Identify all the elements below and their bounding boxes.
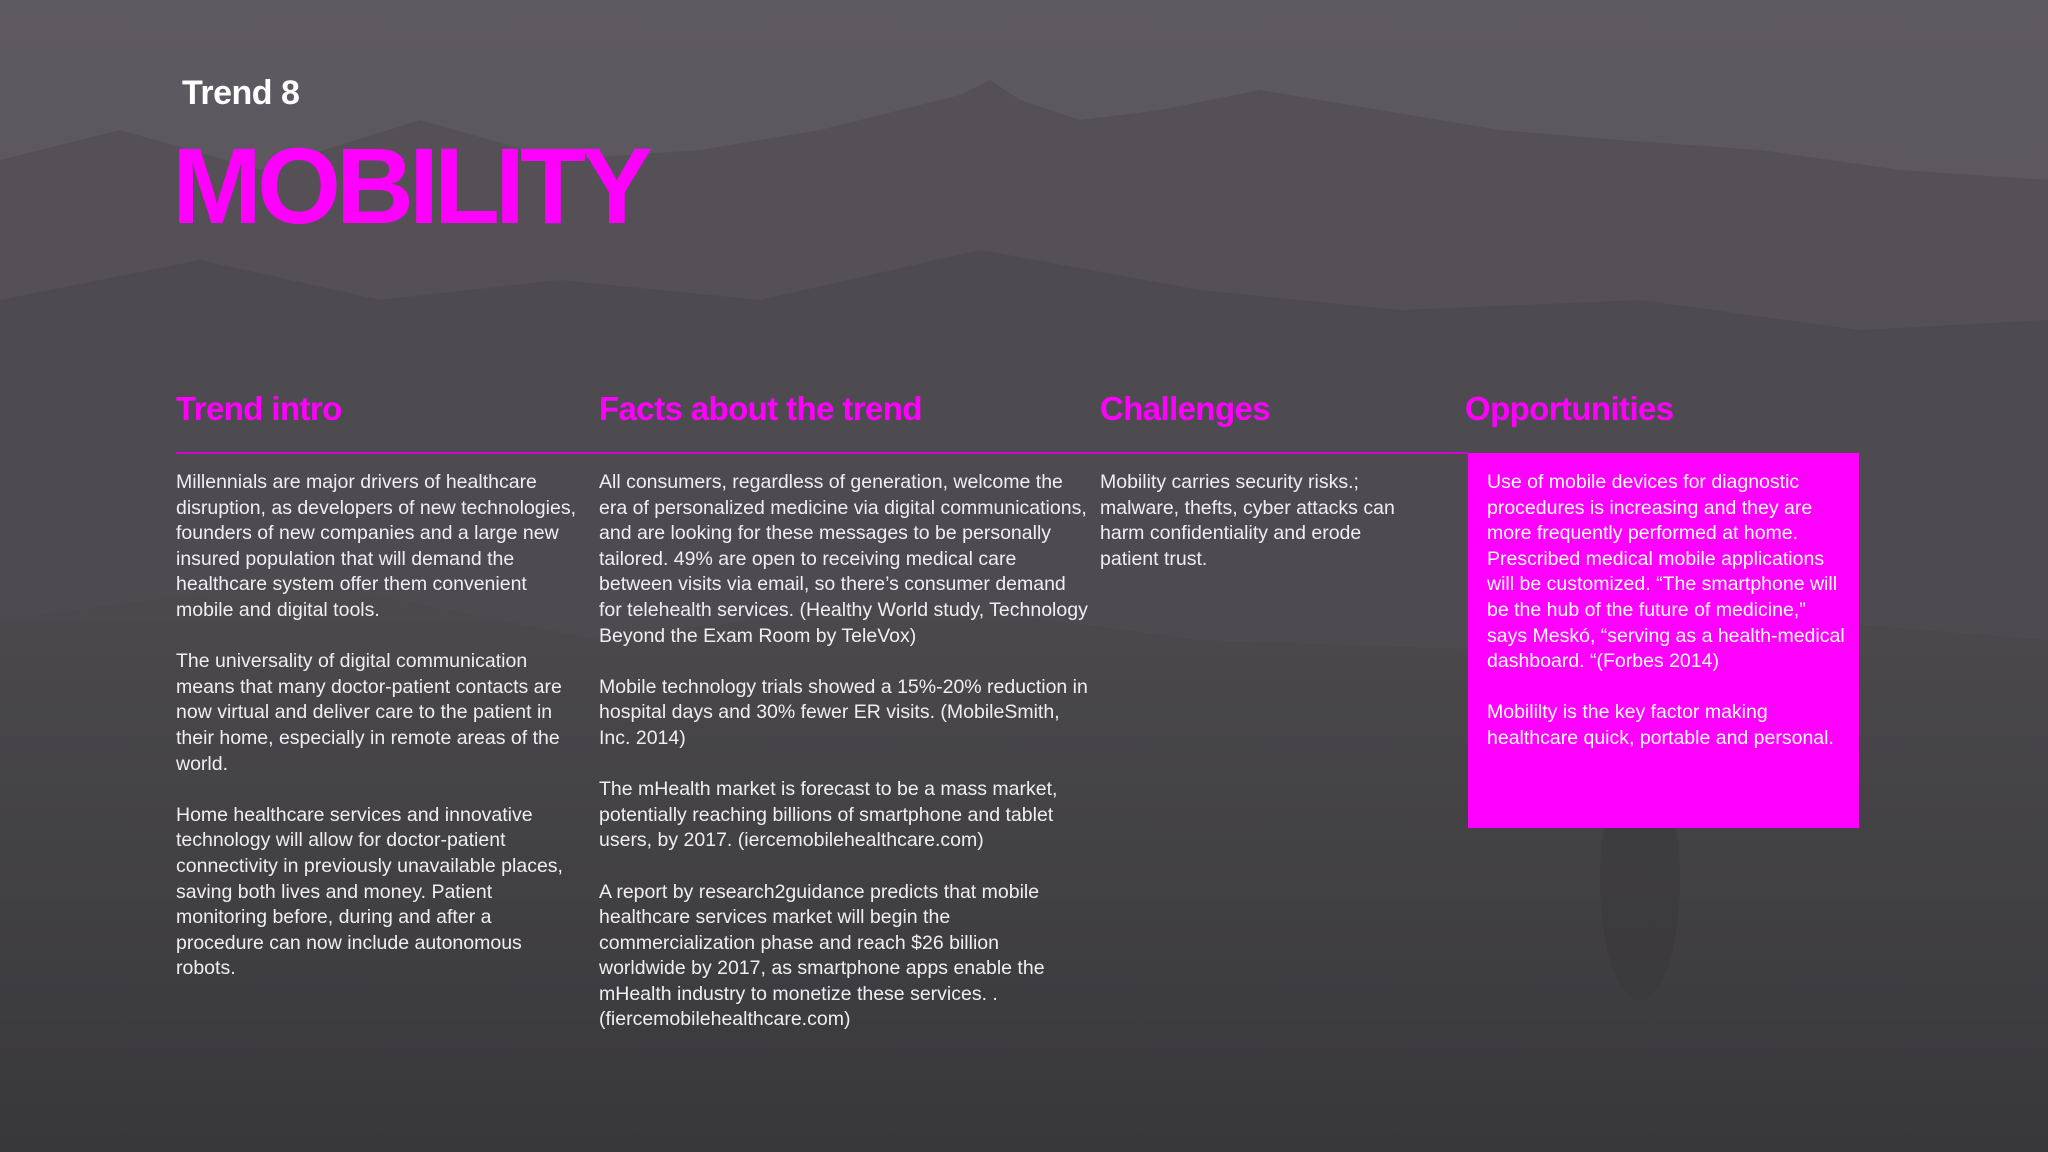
facts-text (599, 470, 1089, 1059)
opportunities-paragraph: Mobililty is the key factor making healthcare quick, portable and personal. (1487, 701, 1834, 749)
opportunities-paragraph: Use of mobile devices for diagnostic procedures is increasing and they are more frequently performed at home. Prescribed medical mobile applications will be customized. “The smartphone will be the hub of the future of medicine,” says Meskó, “serving as a health-medical dashboard. “(Forbes 2014) (1487, 471, 1845, 673)
facts-paragraph: A report by research2guidance predicts that mobile healthcare services market will begin the commercialization phase and reach $26 billion worldwide by 2017, as smartphone apps enable the mHealth industry to monetize these services. . (fiercemobilehealthcare.com) (599, 880, 1045, 1031)
challenges-text (1100, 470, 1420, 598)
trend-intro-text (176, 470, 576, 1007)
opportunities-text (1487, 470, 1849, 777)
intro-paragraph: The universality of digital communication means that many doctor-patient contacts are now virtual and deliver care to the patient in their home, especially in remote areas of the world. (176, 650, 562, 775)
heading-challenges: Challenges (1100, 390, 1271, 427)
intro-paragraph: Millennials are major drivers of healthcare disruption, as developers of new technologies, founders of new companies and a large new insured population that will demand the healthcare system offer them convenient mobile and digital tools. (176, 471, 576, 621)
heading-facts: Facts about the trend (599, 390, 922, 427)
facts-paragraph: All consumers, regardless of generation, welcome the era of personalized medicine via digital communications, and are looking for these messages to be personally tailored. 49% are open to receiving medical care between visits via email, so there’s consumer demand for telehealth services. (Healthy World study, Technology Beyond the Exam Room by TeleVox) (599, 471, 1088, 647)
challenges-paragraph: Mobility carries security risks.; malware, thefts, cyber attacks can harm confidentiality and erode patient trust. (1100, 471, 1395, 570)
heading-divider (176, 452, 1468, 454)
facts-paragraph: Mobile technology trials showed a 15%-20% reduction in hospital days and 30% fewer ER visits. (MobileSmith, Inc. 2014) (599, 675, 1088, 749)
intro-paragraph: Home healthcare services and innovative technology will allow for doctor-patient connectivity in previously unavailable places, saving both lives and money. Patient monitoring before, during and after a procedure can now include autonomous robots. (176, 803, 563, 980)
facts-paragraph: The mHealth market is forecast to be a mass market, potentially reaching billions of smartphone and tablet users, by 2017. (iercemobilehealthcare.com) (599, 778, 1058, 852)
page-title: MOBILITY (172, 125, 648, 246)
trend-number-label: Trend 8 (182, 74, 300, 112)
heading-trend-intro: Trend intro (176, 390, 342, 427)
heading-opportunities: Opportunities (1465, 390, 1674, 427)
